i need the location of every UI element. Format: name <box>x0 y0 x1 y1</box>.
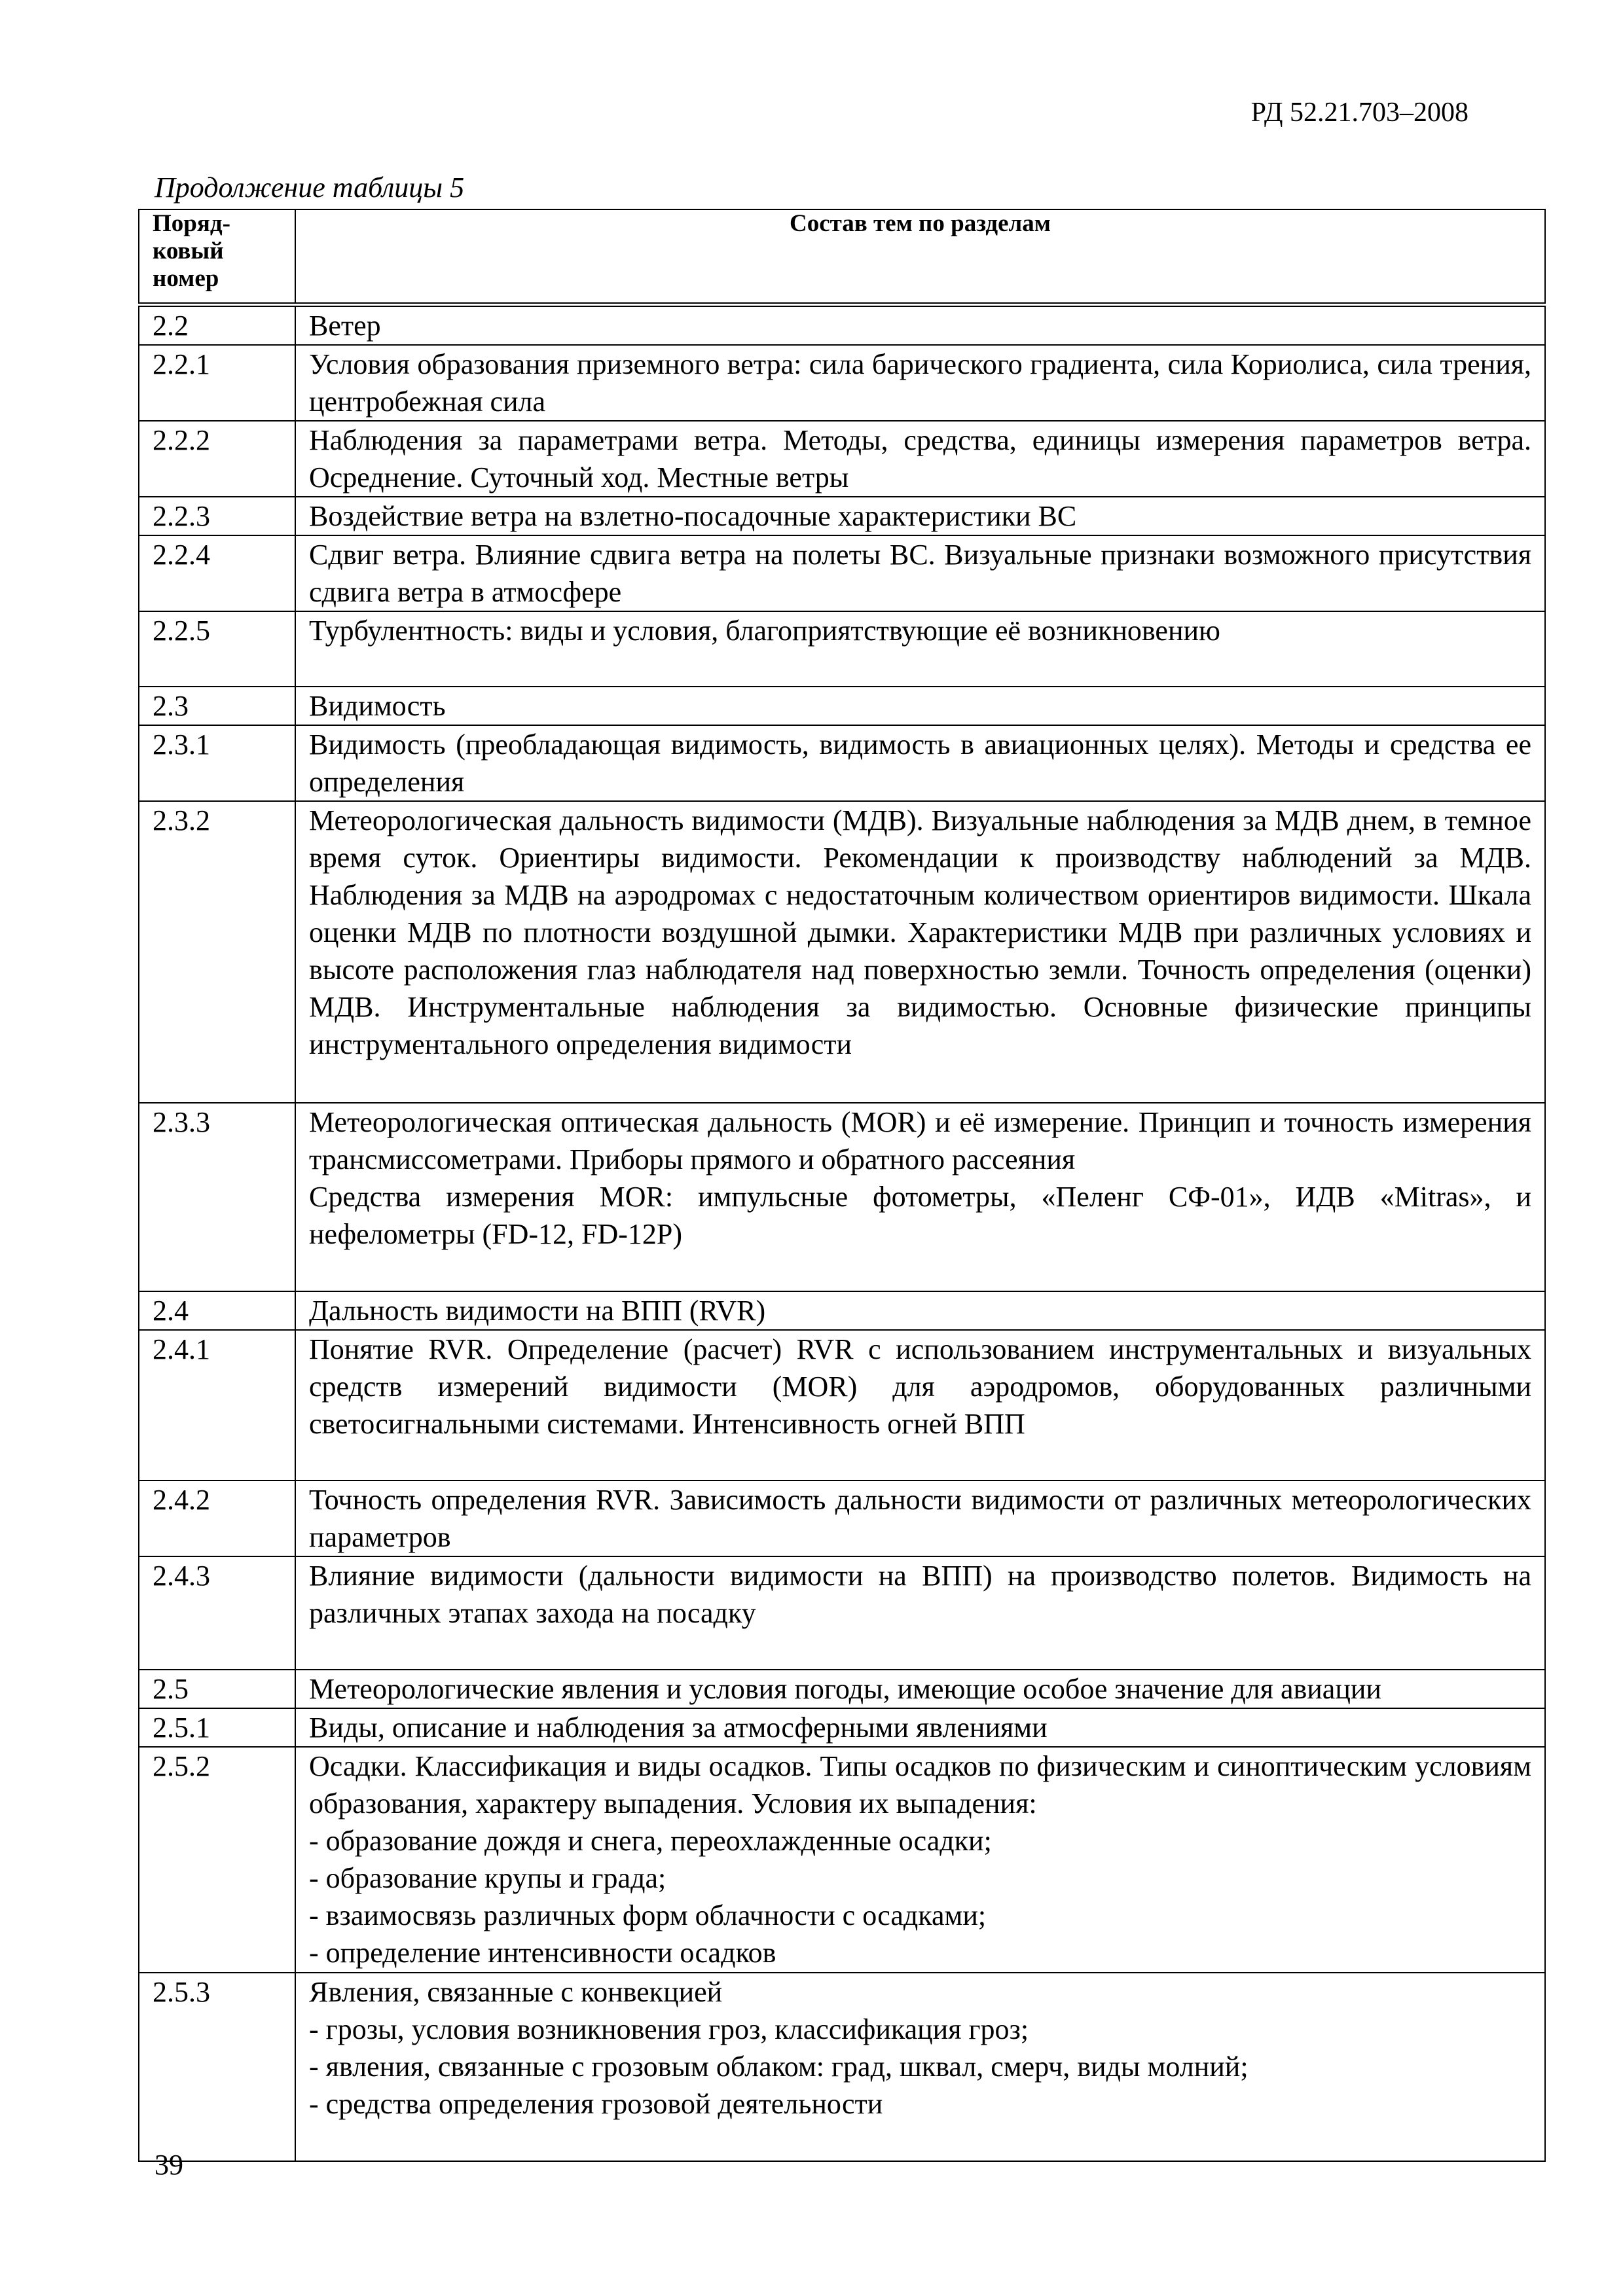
row-number: 2.5.1 <box>139 1708 295 1747</box>
table-row <box>139 1330 1545 1480</box>
topic-text: Видимость <box>309 689 446 722</box>
topic-text: - образование дождя и снега, переохлажденные осадки; <box>309 1824 992 1857</box>
row-number: 2.3.3 <box>139 1103 295 1291</box>
topic-text: Влияние видимости (дальности видимости на ВПП) на производство полетов. Видимость на различных этапах захода на посадку <box>309 1559 1531 1629</box>
column-header-number-line: ковый <box>153 238 224 264</box>
page-number: 39 <box>155 2149 183 2181</box>
table-row <box>139 497 1545 535</box>
row-topic <box>295 687 1545 725</box>
row-number: 2.2.3 <box>139 497 295 535</box>
column-header-number-line: номер <box>153 265 219 292</box>
topic-text: Воздействие ветра на взлетно-посадочные характеристики ВС <box>309 499 1077 532</box>
table-row <box>139 345 1545 421</box>
column-header-number <box>139 209 295 304</box>
row-topic <box>295 1708 1545 1747</box>
topic-text: Точность определения RVR. Зависимость дальности видимости от различных метеорологических параметров <box>309 1483 1531 1553</box>
topic-text: Метеорологическая оптическая дальность (MOR) и её измерение. Принцип и точность измерения трансмиссометрами. Приборы прямого и обратного рассеяния <box>309 1105 1531 1175</box>
table-row <box>139 1670 1545 1708</box>
topic-text: Видимость (преобладающая видимость, видимость в авиационных целях). Методы и средства ее определения <box>309 728 1531 798</box>
table-row <box>139 1103 1545 1291</box>
topic-text: Условия образования приземного ветра: сила барического градиента, сила Кориолиса, сила трения, центробежная сила <box>309 348 1531 418</box>
row-topic <box>295 1747 1545 1973</box>
column-header-topics: Состав тем по разделам <box>295 209 1545 304</box>
table-row <box>139 1973 1545 2161</box>
table-caption: Продолжение таблицы 5 <box>155 171 465 204</box>
column-header-number-line: Поряд- <box>153 210 230 237</box>
table-row <box>139 1480 1545 1556</box>
row-number: 2.4.1 <box>139 1330 295 1480</box>
table-row <box>139 421 1545 497</box>
table-row <box>139 304 1545 345</box>
row-topic <box>295 1556 1545 1670</box>
row-topic <box>295 1480 1545 1556</box>
topic-text: Понятие RVR. Определение (расчет) RVR с использованием инструментальных и визуальных средств измерений видимости (MOR) для аэродромов, оборудованных различными светосигнальными системами. Интенсивность огней ВПП <box>309 1333 1531 1440</box>
document-code: РД 52.21.703–2008 <box>1250 98 1468 128</box>
topic-text: Средства измерения MOR: импульсные фотометры, «Пеленг СФ-01», ИДВ «Mitras», и нефелометры (FD-12, FD-12P) <box>309 1180 1531 1250</box>
topics-table <box>138 209 1546 2162</box>
row-topic <box>295 611 1545 687</box>
topic-text: - средства определения грозовой деятельности <box>309 2087 883 2120</box>
row-number: 2.5.3 <box>139 1973 295 2161</box>
topic-text: - взаимосвязь различных форм облачности с осадками; <box>309 1899 987 1931</box>
table-row <box>139 801 1545 1103</box>
topic-text: Осадки. Классификация и виды осадков. Типы осадков по физическим и синоптическим условиям образования, характеру выпадения. Условия их выпадения: <box>309 1749 1531 1820</box>
table-row <box>139 611 1545 687</box>
table-row <box>139 1708 1545 1747</box>
topic-text: Наблюдения за параметрами ветра. Методы, средства, единицы измерения параметров ветра. Осреднение. Суточный ход. Местные ветры <box>309 423 1531 493</box>
row-topic <box>295 345 1545 421</box>
row-number: 2.4.3 <box>139 1556 295 1670</box>
row-number: 2.2.1 <box>139 345 295 421</box>
table-row <box>139 687 1545 725</box>
row-topic <box>295 725 1545 801</box>
table-row <box>139 1747 1545 1973</box>
topic-text: Ветер <box>309 309 381 342</box>
row-number: 2.3 <box>139 687 295 725</box>
topic-text: - образование крупы и града; <box>309 1861 666 1894</box>
topic-text: - явления, связанные с грозовым облаком: град, шквал, смерч, виды молний; <box>309 2050 1249 2083</box>
row-number: 2.5.2 <box>139 1747 295 1973</box>
topic-text: Метеорологическая дальность видимости (МДВ). Визуальные наблюдения за МДВ днем, в темное время суток. Ориентиры видимости. Рекомендации к производству наблюдений за МДВ. Наблюдения за МДВ на аэродромах с недостаточным количеством ориентиров видимости. Шкала оценки МДВ по плотности воздушной дымки. Характеристики МДВ при различных условиях и высоте расположения глаз наблюдателя над поверхностью земли. Точность определения (оценки) МДВ. Инструментальные наблюдения за видимостью. Основные физические принципы инструментального определения видимости <box>309 804 1531 1060</box>
row-number: 2.2.5 <box>139 611 295 687</box>
row-topic <box>295 1103 1545 1291</box>
row-topic <box>295 421 1545 497</box>
table-row <box>139 1556 1545 1670</box>
table-row <box>139 535 1545 611</box>
topic-text: Виды, описание и наблюдения за атмосферными явлениями <box>309 1711 1048 1744</box>
table-header-row <box>139 209 1545 304</box>
row-number: 2.3.2 <box>139 801 295 1103</box>
row-number: 2.5 <box>139 1670 295 1708</box>
topic-text: - грозы, условия возникновения гроз, классификация гроз; <box>309 2013 1029 2045</box>
row-number: 2.2 <box>139 304 295 345</box>
table-row <box>139 1291 1545 1330</box>
row-topic <box>295 497 1545 535</box>
row-topic <box>295 1330 1545 1480</box>
row-topic <box>295 304 1545 345</box>
table-row <box>139 725 1545 801</box>
row-topic <box>295 1291 1545 1330</box>
topic-text: - определение интенсивности осадков <box>309 1936 776 1969</box>
row-number: 2.4 <box>139 1291 295 1330</box>
row-topic <box>295 1973 1545 2161</box>
topic-text: Сдвиг ветра. Влияние сдвига ветра на полеты ВС. Визуальные признаки возможного присутствия сдвига ветра в атмосфере <box>309 538 1531 608</box>
topic-text: Метеорологические явления и условия погоды, имеющие особое значение для авиации <box>309 1672 1381 1705</box>
row-number: 2.3.1 <box>139 725 295 801</box>
row-number: 2.2.4 <box>139 535 295 611</box>
row-topic <box>295 1670 1545 1708</box>
topic-text: Явления, связанные с конвекцией <box>309 1975 723 2008</box>
topic-text: Дальность видимости на ВПП (RVR) <box>309 1294 766 1327</box>
row-number: 2.2.2 <box>139 421 295 497</box>
row-number: 2.4.2 <box>139 1480 295 1556</box>
topic-text: Турбулентность: виды и условия, благоприятствующие её возникновению <box>309 614 1220 647</box>
row-topic <box>295 535 1545 611</box>
row-topic <box>295 801 1545 1103</box>
